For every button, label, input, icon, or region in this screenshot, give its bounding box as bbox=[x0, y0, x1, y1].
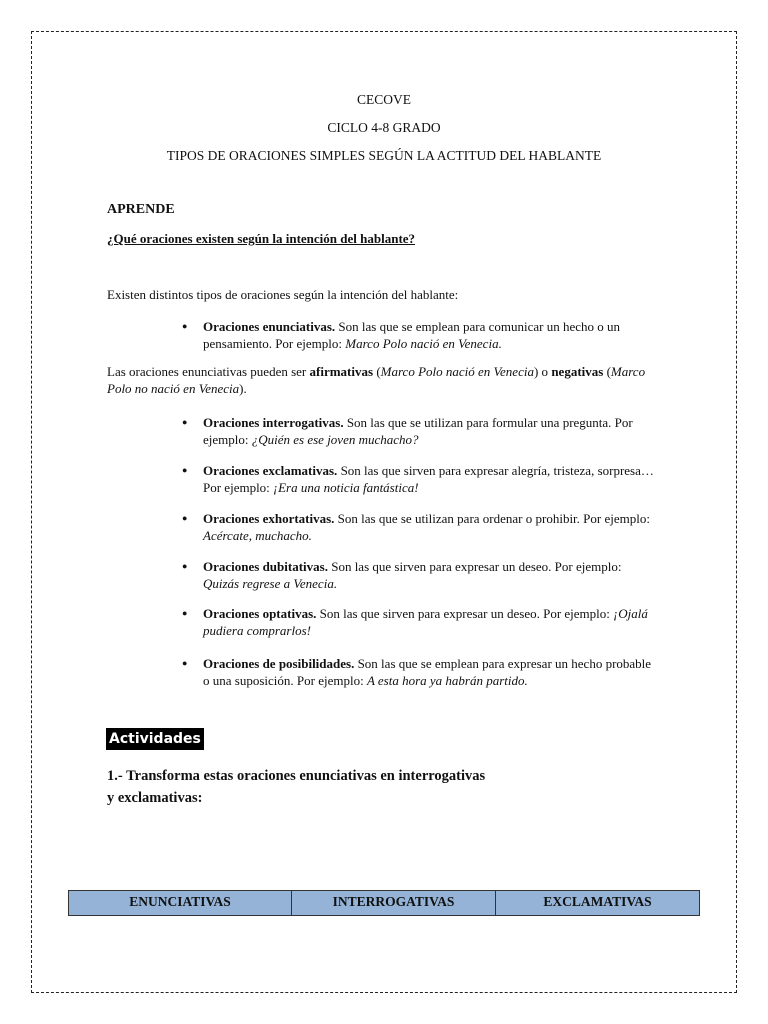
bullet-term: Oraciones exhortativas. bbox=[203, 511, 335, 526]
learn-heading: APRENDE bbox=[107, 202, 175, 217]
bullet-icon: ● bbox=[182, 513, 188, 523]
bullet-list-types bbox=[180, 510, 660, 544]
bullet-example: Acércate, muchacho. bbox=[203, 528, 312, 543]
bullet-list-types bbox=[180, 462, 660, 496]
column-header-exclamativas: EXCLAMATIVAS bbox=[543, 894, 652, 909]
bullet-text: Son las que sirven para expresar un deseo. Por ejemplo: bbox=[327, 559, 622, 574]
page-title: TIPOS DE ORACIONES SIMPLES SEGÚN LA ACTITUD DEL HABLANTE bbox=[166, 148, 602, 163]
list-item bbox=[180, 655, 660, 689]
bullet-term: Oraciones interrogativas. bbox=[203, 415, 344, 430]
intro-text: Existen distintos tipos de oraciones según la intención del hablante: bbox=[107, 287, 459, 302]
paragraph-text: Las oraciones enunciativas pueden ser bbox=[107, 364, 310, 379]
exercise-table-header bbox=[68, 890, 700, 916]
afirmativas-paragraph bbox=[107, 363, 667, 397]
bullet-example: ¿Quién es ese joven muchacho? bbox=[251, 432, 419, 447]
bullet-text: Son las que sirven para expresar un deseo. Por ejemplo: bbox=[316, 606, 614, 621]
list-item bbox=[180, 462, 660, 496]
list-item bbox=[180, 414, 660, 448]
negativas-term: negativas bbox=[551, 364, 604, 379]
list-item bbox=[180, 510, 660, 544]
negativas-example: Marco Polo no nació en Venecia bbox=[107, 364, 646, 396]
bullet-icon: ● bbox=[182, 465, 188, 475]
column-header-interrogativas: INTERROGATIVAS bbox=[292, 891, 496, 915]
bullet-icon: ● bbox=[182, 608, 188, 618]
list-item bbox=[180, 318, 660, 352]
paragraph-text: ) o bbox=[533, 364, 552, 379]
bullet-list-types bbox=[180, 605, 660, 639]
afirmativas-example: Marco Polo nació en Venecia bbox=[380, 364, 534, 379]
school-name: CECOVE bbox=[357, 92, 411, 107]
bullet-example: ¡Era una noticia fantástica! bbox=[273, 480, 419, 495]
paragraph-text: ( bbox=[603, 364, 611, 379]
bullet-icon: ● bbox=[182, 417, 188, 427]
bullet-text: Son las que se emplean para comunicar un hecho o un pensamiento. Por ejemplo: bbox=[203, 319, 620, 351]
bullet-list-types bbox=[180, 558, 660, 592]
bullet-icon: ● bbox=[182, 321, 188, 331]
bullet-icon: ● bbox=[182, 658, 188, 668]
bullet-term: Oraciones de posibilidades. bbox=[203, 656, 355, 671]
paragraph-text: ). bbox=[239, 381, 247, 396]
bullet-list-types bbox=[180, 414, 660, 448]
bullet-term: Oraciones exclamativas. bbox=[203, 463, 338, 478]
activities-heading: Actividades bbox=[106, 728, 204, 750]
learn-question: ¿Qué oraciones existen según la intención del hablante? bbox=[107, 231, 416, 246]
exercise-instruction: 1.- Transforma estas oraciones enunciativas en interrogativas y exclamativas: bbox=[107, 768, 486, 806]
grade-label: CICLO 4-8 GRADO bbox=[327, 120, 441, 135]
bullet-example: A esta hora ya habrán partido. bbox=[366, 673, 528, 688]
bullet-text: Son las que se emplean para expresar un hecho probable o una suposición. Por ejemplo: bbox=[203, 656, 652, 688]
bullet-list-first bbox=[180, 318, 660, 352]
bullet-example: Quizás regrese a Venecia. bbox=[203, 576, 338, 591]
bullet-term: Oraciones dubitativas. bbox=[203, 559, 328, 574]
bullet-term: Oraciones optativas. bbox=[203, 606, 317, 621]
bullet-example: Marco Polo nació en Venecia. bbox=[345, 336, 502, 351]
bullet-example: ¡Ojalá pudiera comprarlos! bbox=[203, 606, 648, 638]
list-item bbox=[180, 605, 660, 639]
afirmativas-term: afirmativas bbox=[309, 364, 374, 379]
bullet-icon: ● bbox=[182, 561, 188, 571]
bullet-term: Oraciones enunciativas. bbox=[203, 319, 336, 334]
paragraph-text: ( bbox=[373, 364, 381, 379]
bullet-text: Son las que se utilizan para ordenar o prohibir. Por ejemplo: bbox=[334, 511, 650, 526]
bullet-list-types bbox=[180, 655, 660, 689]
column-header-enunciativas: ENUNCIATIVAS bbox=[69, 891, 292, 915]
list-item bbox=[180, 558, 660, 592]
bullet-text: Son las que se utilizan para formular una pregunta. Por ejemplo: bbox=[203, 415, 633, 447]
bullet-text: Son las que sirven para expresar alegría, tristeza, sorpresa… Por ejemplo: bbox=[203, 463, 654, 495]
